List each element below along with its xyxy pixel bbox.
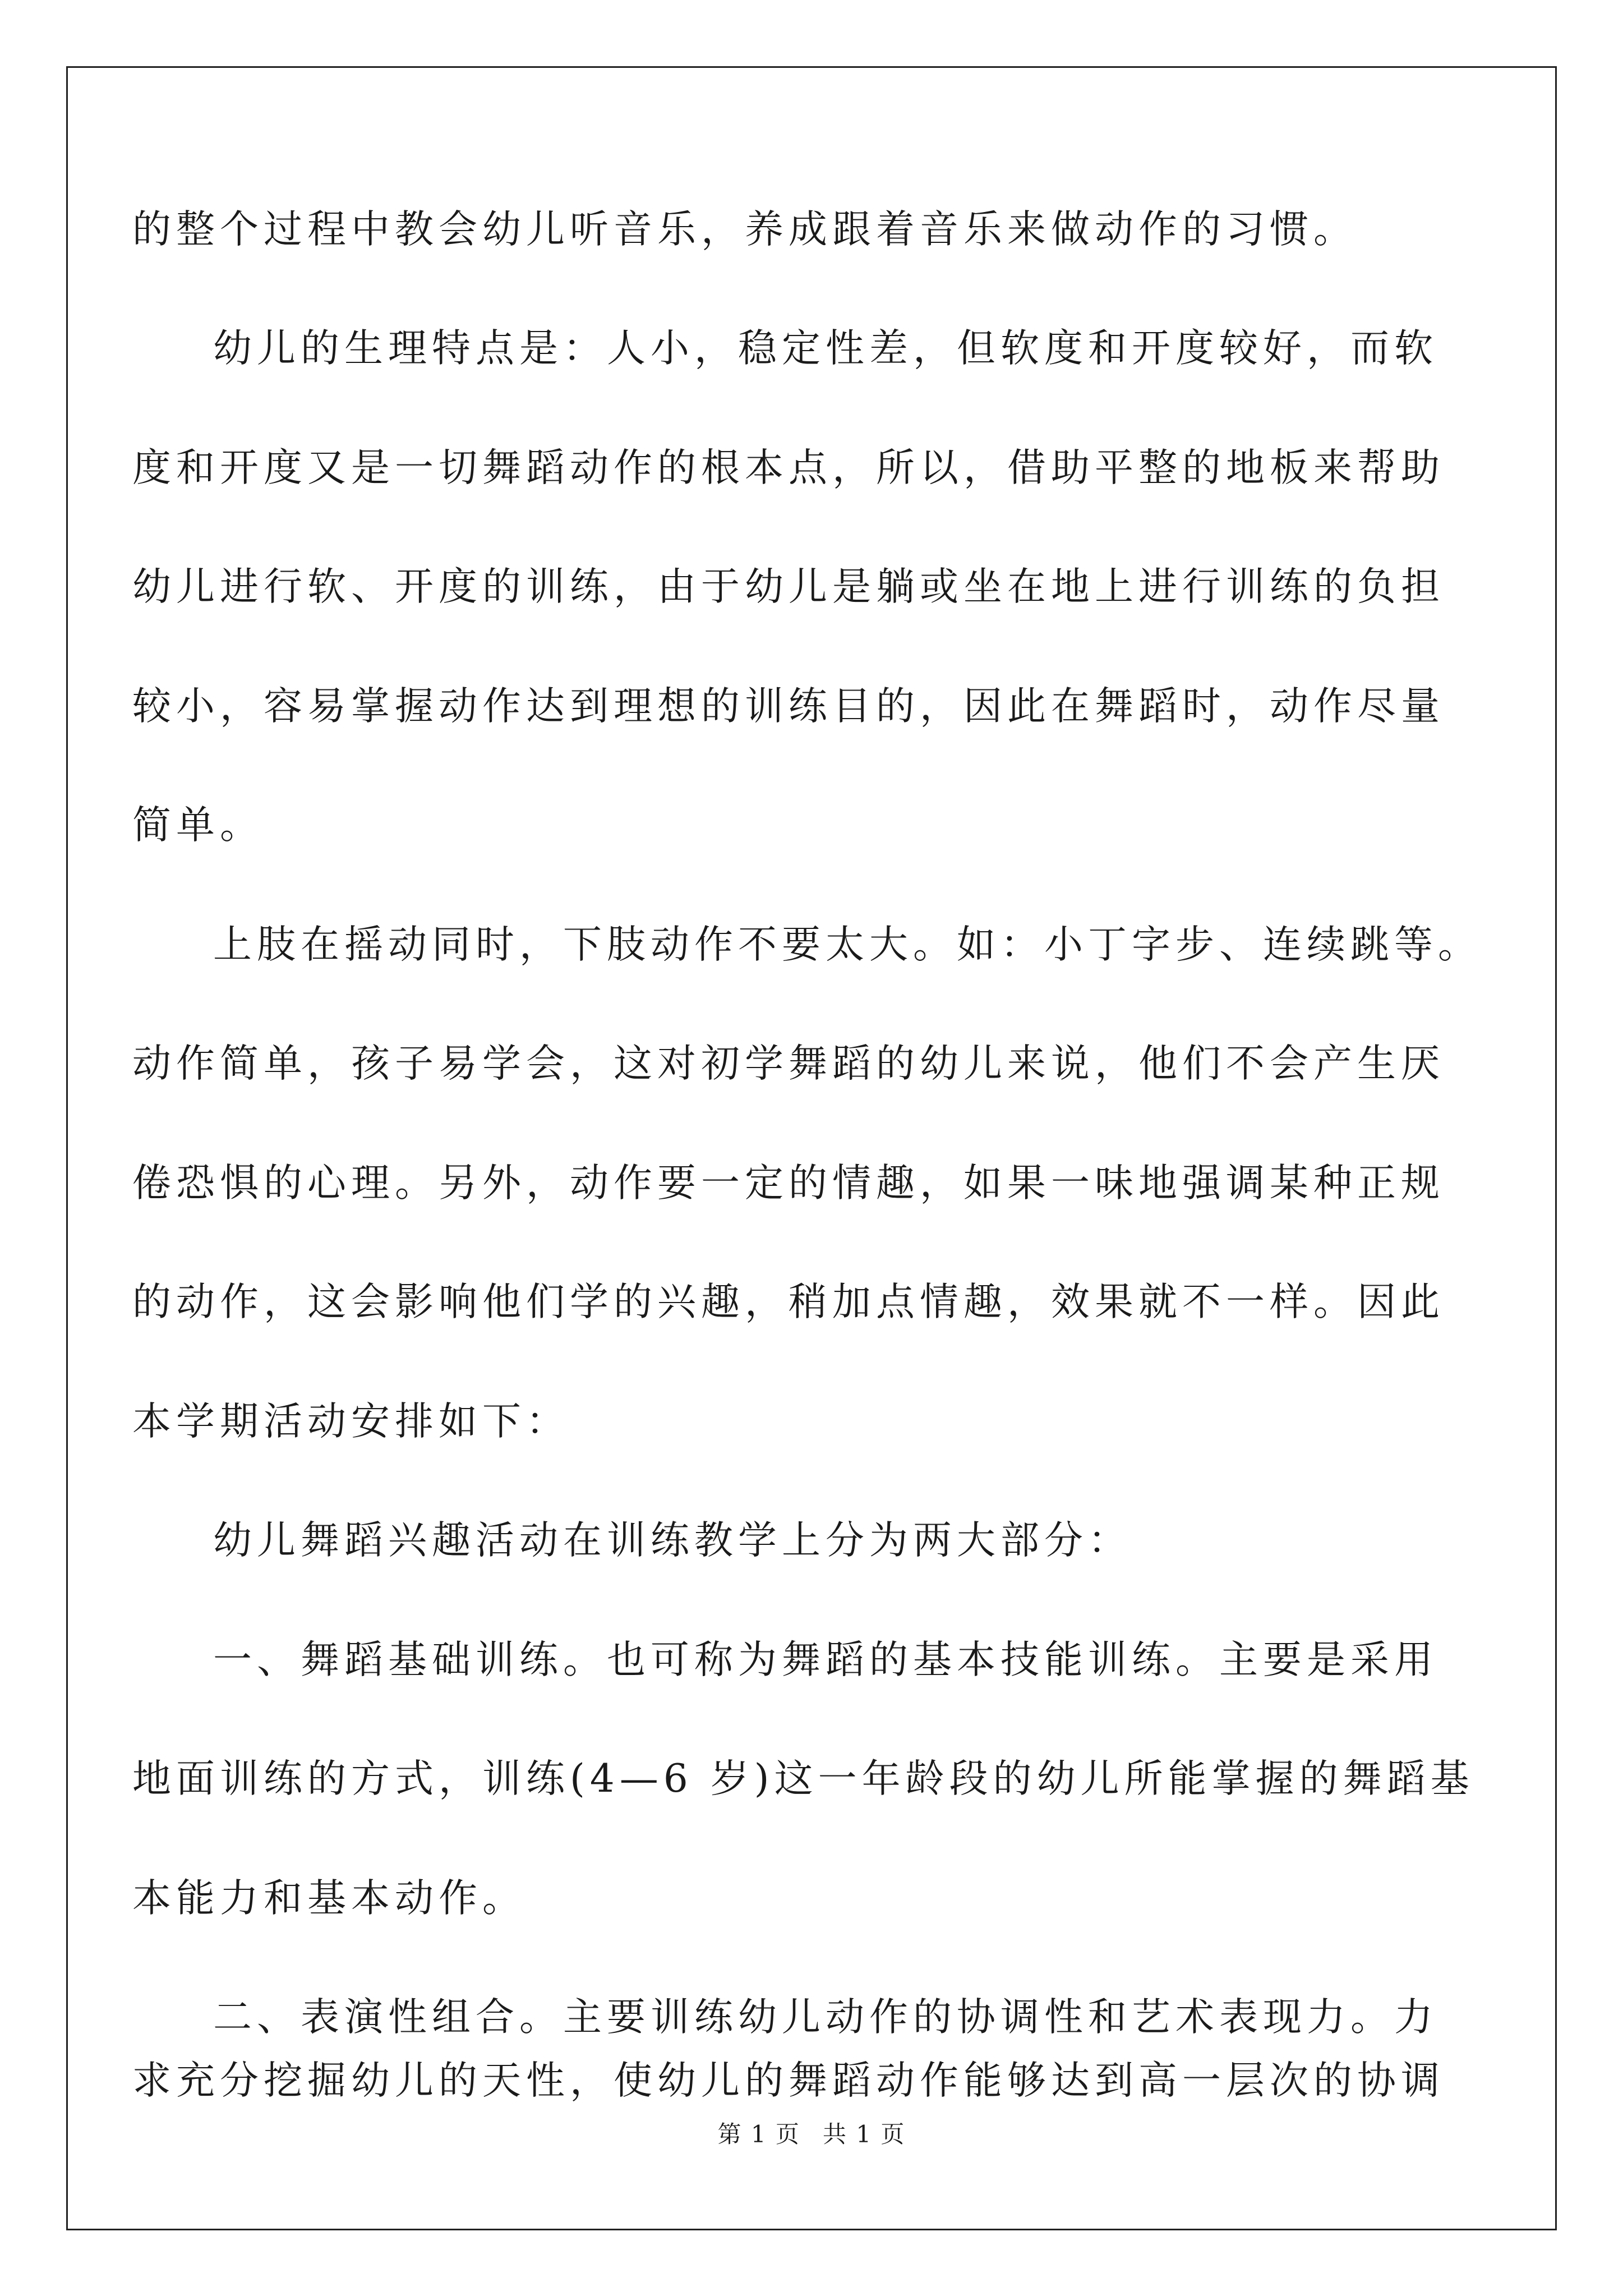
text-line: 二、表演性组合。主要训练幼儿动作的协调性和艺术表现力。力 xyxy=(213,1995,1438,2040)
text-line: 简单。 xyxy=(132,803,264,848)
text-line: 幼儿进行软、开度的训练，由于幼儿是躺或坐在地上进行训练的负担 xyxy=(132,564,1445,609)
text-line: 幼儿舞蹈兴趣活动在训练教学上分为两大部分： xyxy=(213,1518,1132,1563)
text-line: 幼儿的生理特点是：人小，稳定性差，但软度和开度较好，而软 xyxy=(213,326,1438,371)
text-line: 求充分挖掘幼儿的天性，使幼儿的舞蹈动作能够达到高一层次的协调 xyxy=(132,2058,1445,2103)
page-number-total: 共 1 页 xyxy=(823,2120,906,2148)
text-line: 倦恐惧的心理。另外，动作要一定的情趣，如果一味地强调某种正规 xyxy=(132,1161,1445,1205)
page-footer xyxy=(0,2120,1623,2148)
text-line: 本能力和基本动作。 xyxy=(132,1876,526,1921)
text-line: 一、舞蹈基础训练。也可称为舞蹈的基本技能训练。主要是采用 xyxy=(213,1637,1438,1682)
text-line: 地面训练的方式，训练(4—6 岁)这一年龄段的幼儿所能掌握的舞蹈基 xyxy=(132,1756,1474,1801)
text-line: 的动作，这会影响他们学的兴趣，稍加点情趣，效果就不一样。因此 xyxy=(132,1280,1445,1324)
text-line: 上肢在摇动同时，下肢动作不要太大。如：小丁字步、连续跳等。 xyxy=(213,922,1482,967)
text-line: 动作简单，孩子易学会，这对初学舞蹈的幼儿来说，他们不会产生厌 xyxy=(132,1041,1445,1086)
page-number-current: 第 1 页 xyxy=(717,2120,800,2148)
text-line: 度和开度又是一切舞蹈动作的根本点，所以，借助平整的地板来帮助 xyxy=(132,445,1445,490)
text-line: 的整个过程中教会幼儿听音乐，养成跟着音乐来做动作的习惯。 xyxy=(132,207,1357,252)
text-line: 较小，容易掌握动作达到理想的训练目的，因此在舞蹈时，动作尽量 xyxy=(132,684,1445,729)
text-line: 本学期活动安排如下： xyxy=(132,1399,570,1444)
